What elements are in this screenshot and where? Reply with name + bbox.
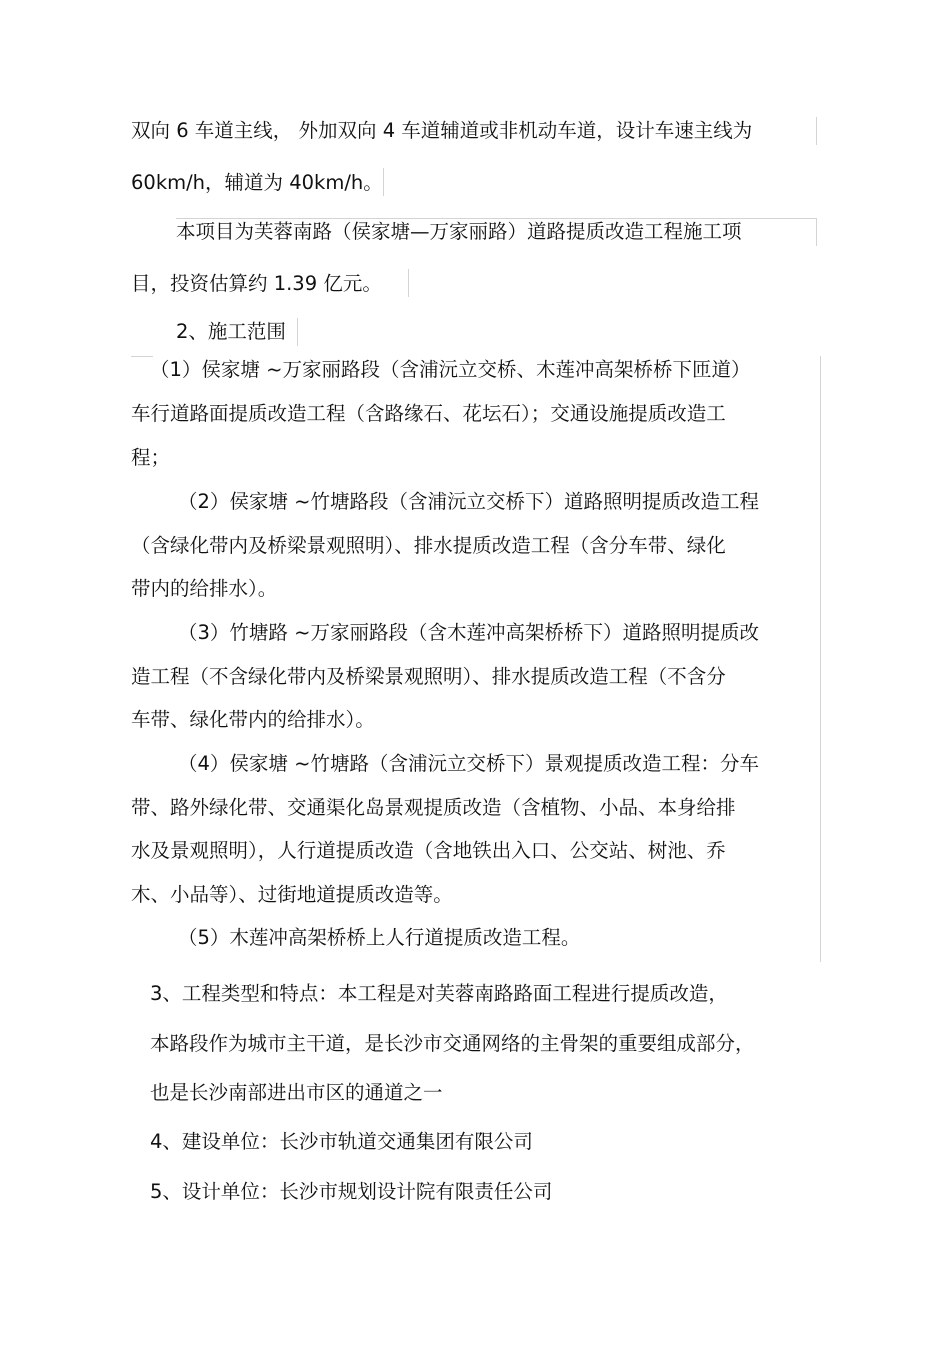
margin-rule bbox=[131, 356, 153, 357]
margin-rule bbox=[176, 218, 816, 219]
text-line: （4）侯家塘 ~竹塘路（含浦沅立交桥下）景观提质改造工程：分车 bbox=[178, 752, 759, 775]
text-line: （含绿化带内及桥梁景观照明）、排水提质改造工程（含分车带、绿化 bbox=[131, 534, 726, 557]
text-line: 本项目为芙蓉南路（侯家塘—万家丽路）道路提质改造工程施工项 bbox=[176, 220, 742, 243]
text-line: 木、小品等）、过街地道提质改造等。 bbox=[131, 883, 453, 906]
text-line: （1）侯家塘 ~万家丽路段（含浦沅立交桥、木莲冲高架桥桥下匝道） bbox=[150, 358, 751, 381]
text-line: 水及景观照明），人行道提质改造（含地铁出入口、公交站、树池、乔 bbox=[131, 839, 726, 862]
text-line: （2）侯家塘 ~竹塘路段（含浦沅立交桥下）道路照明提质改造工程 bbox=[178, 490, 759, 513]
margin-rule bbox=[816, 218, 817, 246]
text-line: 程； bbox=[131, 446, 171, 469]
section-heading: 2、施工范围 bbox=[176, 320, 286, 343]
margin-rule bbox=[383, 168, 384, 196]
text-line: 带、路外绿化带、交通渠化岛景观提质改造（含植物、小品、本身给排 bbox=[131, 796, 736, 819]
margin-rule bbox=[297, 318, 298, 346]
text-line: 3、工程类型和特点：本工程是对芙蓉南路路面工程进行提质改造， bbox=[150, 982, 728, 1005]
text-line: 造工程（不含绿化带内及桥梁景观照明）、排水提质改造工程（不含分 bbox=[131, 665, 726, 688]
text-line: 也是长沙南部进出市区的通道之一 bbox=[150, 1081, 443, 1104]
text-line: 5、设计单位：长沙市规划设计院有限责任公司 bbox=[150, 1180, 553, 1203]
margin-rule bbox=[816, 117, 817, 145]
text-line: 双向 6 车道主线， 外加双向 4 车道辅道或非机动车道，设计车速主线为 bbox=[131, 119, 753, 142]
text-line: 目，投资估算约 1.39 亿元。 bbox=[131, 272, 382, 295]
text-line: 60km/h，辅道为 40km/h。 bbox=[131, 171, 383, 194]
text-line: （3）竹塘路 ~万家丽路段（含木莲冲高架桥桥下）道路照明提质改 bbox=[178, 621, 759, 644]
text-line: 车带、绿化带内的给排水）。 bbox=[131, 708, 375, 731]
text-line: 带内的给排水）。 bbox=[131, 577, 278, 600]
text-line: 车行道路面提质改造工程（含路缘石、花坛石）；交通设施提质改造工 bbox=[131, 402, 726, 425]
text-line: 本路段作为城市主干道，是长沙市交通网络的主骨架的重要组成部分， bbox=[150, 1032, 755, 1055]
margin-rule bbox=[820, 356, 821, 962]
margin-rule bbox=[408, 269, 409, 297]
text-line: 4、建设单位：长沙市轨道交通集团有限公司 bbox=[150, 1130, 533, 1153]
text-line: （5）木莲冲高架桥桥上人行道提质改造工程。 bbox=[178, 926, 581, 949]
